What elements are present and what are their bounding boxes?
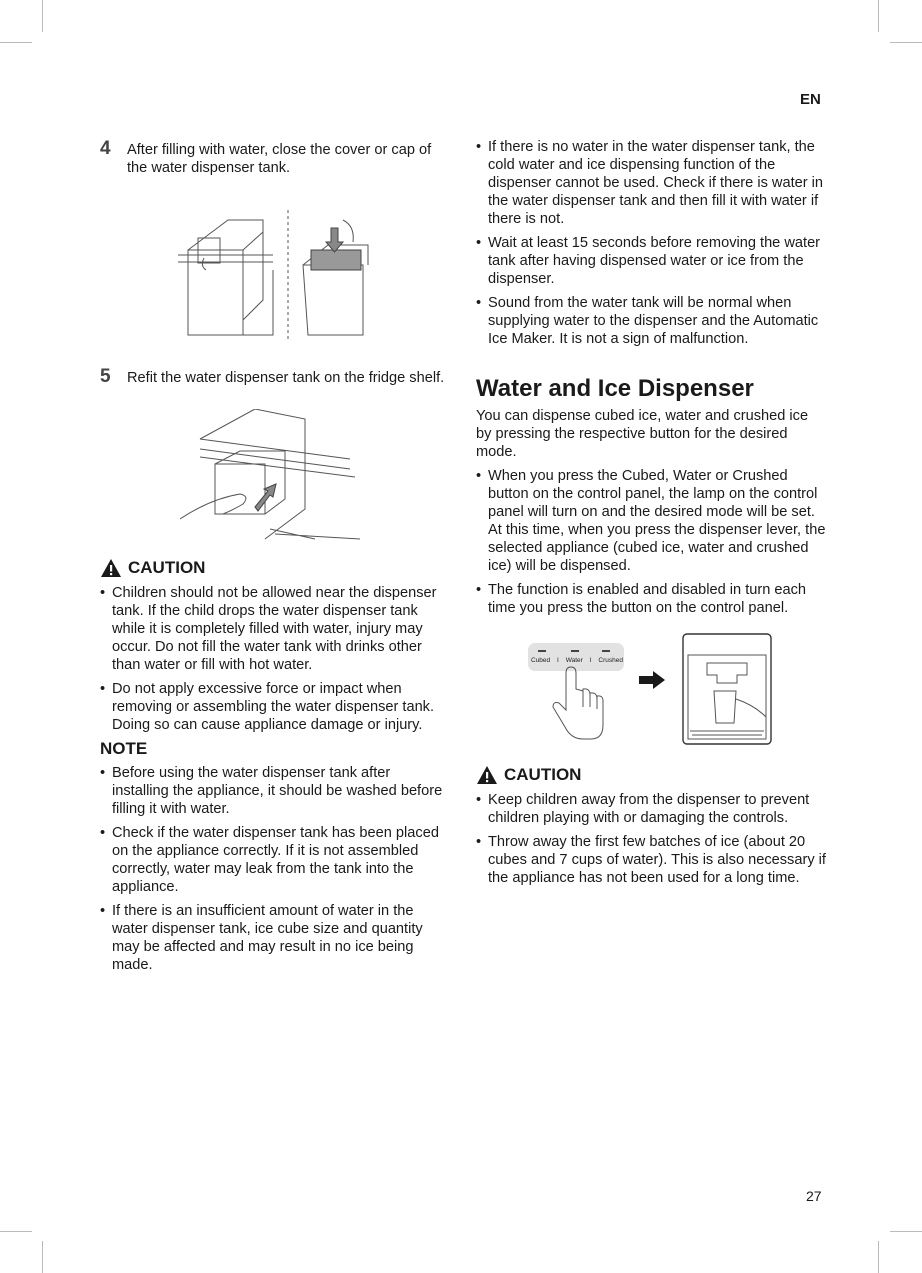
step-4 <box>100 138 445 177</box>
note-heading: NOTE <box>100 739 148 758</box>
list-item: • When you press the Cubed, Water or Crushed button on the control panel, the lamp on the control panel will turn on and the desired mode will be set. At this time, when you press the dispenser lever, the selected appliance (cubed ice, water and crushed ice) will be dispensed. <box>476 467 826 575</box>
mode-lamp <box>538 650 546 652</box>
section-title: Water and Ice Dispenser <box>476 375 754 402</box>
list-item: • Check if the water dispenser tank has been placed on the appliance correctly. If it is not assembled correctly, water may leak from the tank into the appliance. <box>100 824 445 896</box>
list-item: • Do not apply excessive force or impact when removing or assembling the water dispenser tank. Doing so can cause appliance damage or injury. <box>100 680 445 734</box>
crop-mark <box>890 42 922 43</box>
control-panel-labels <box>531 657 623 665</box>
section-intro: You can dispense cubed ice, water and crushed ice by pressing the respective button for the desired mode. <box>476 408 809 460</box>
crop-mark <box>42 0 43 32</box>
mode-lamp <box>602 650 610 652</box>
tank-notes-list <box>476 138 826 348</box>
caution-title: CAUTION <box>504 765 582 784</box>
separator: I <box>589 657 592 664</box>
close-tank-cover-illustration <box>178 210 378 345</box>
list-item: • Before using the water dispenser tank after installing the appliance, it should be washed before filling it with water. <box>100 764 445 818</box>
caution-list <box>476 791 826 887</box>
crop-mark <box>890 1231 922 1232</box>
list-item: • Children should not be allowed near the dispenser tank. If the child drops the water dispenser tank while it is completely filled with water, injury may occur. Do not fill the water tank with drinks other than water or fill with hot water. <box>100 584 445 674</box>
right-column <box>476 138 826 893</box>
step-number: 4 <box>100 138 111 159</box>
caution-heading <box>476 765 826 785</box>
list-item: • If there is no water in the water dispenser tank, the cold water and ice dispensing function of the dispenser cannot be used. Check if there is water in the water dispenser tank and then fill it with water if there is not. <box>476 138 826 228</box>
pressing-hand-icon <box>551 665 611 745</box>
caution-title: CAUTION <box>128 558 206 577</box>
step-5 <box>100 366 445 387</box>
mode-lamp <box>571 650 579 652</box>
crop-mark <box>42 1241 43 1273</box>
dispenser-illustration <box>682 633 772 745</box>
caution-heading <box>100 558 445 578</box>
control-panel-illustration <box>476 633 826 753</box>
caution-list <box>100 584 445 734</box>
step-text: After filling with water, close the cover or cap of the water dispenser tank. <box>127 142 432 176</box>
water-button[interactable]: Water <box>565 657 583 664</box>
list-item: • Wait at least 15 seconds before removing the water tank after having dispensed water or ice from the dispenser. <box>476 234 826 288</box>
warning-icon <box>100 558 122 578</box>
crop-mark <box>878 1241 879 1273</box>
list-item: • The function is enabled and disabled in turn each time you press the button on the control panel. <box>476 581 826 617</box>
tank-closed-cap <box>303 220 368 335</box>
cubed-button[interactable]: Cubed <box>531 657 551 664</box>
step-text: Refit the water dispenser tank on the fridge shelf. <box>127 370 445 386</box>
separator: I <box>557 657 559 664</box>
list-item: • Throw away the first few batches of ice (about 20 cubes and 7 cups of water). This is also necessary if the appliance has not been used for a long time. <box>476 833 826 887</box>
crop-mark <box>878 0 879 32</box>
refit-tank-illustration <box>180 409 360 544</box>
warning-icon <box>476 765 498 785</box>
crop-mark <box>0 42 32 43</box>
dispenser-list <box>476 467 826 617</box>
list-item: • If there is an insufficient amount of water in the water dispenser tank, ice cube size and quantity may be affected and may result in no ice being made. <box>100 902 445 974</box>
list-item: • Keep children away from the dispenser to prevent children playing with or damaging the controls. <box>476 791 826 827</box>
crushed-button[interactable]: Crushed <box>598 657 623 664</box>
note-list <box>100 764 445 974</box>
list-item: • Sound from the water tank will be normal when supplying water to the dispenser and the Automatic Ice Maker. It is not a sign of malfunction. <box>476 294 826 348</box>
left-column <box>100 138 445 980</box>
right-arrow-icon <box>639 671 665 689</box>
step-number: 5 <box>100 366 111 387</box>
crop-mark <box>0 1231 32 1232</box>
tank-open-cap <box>178 220 273 335</box>
page-number: 27 <box>806 1188 822 1204</box>
language-label: EN <box>800 91 821 108</box>
